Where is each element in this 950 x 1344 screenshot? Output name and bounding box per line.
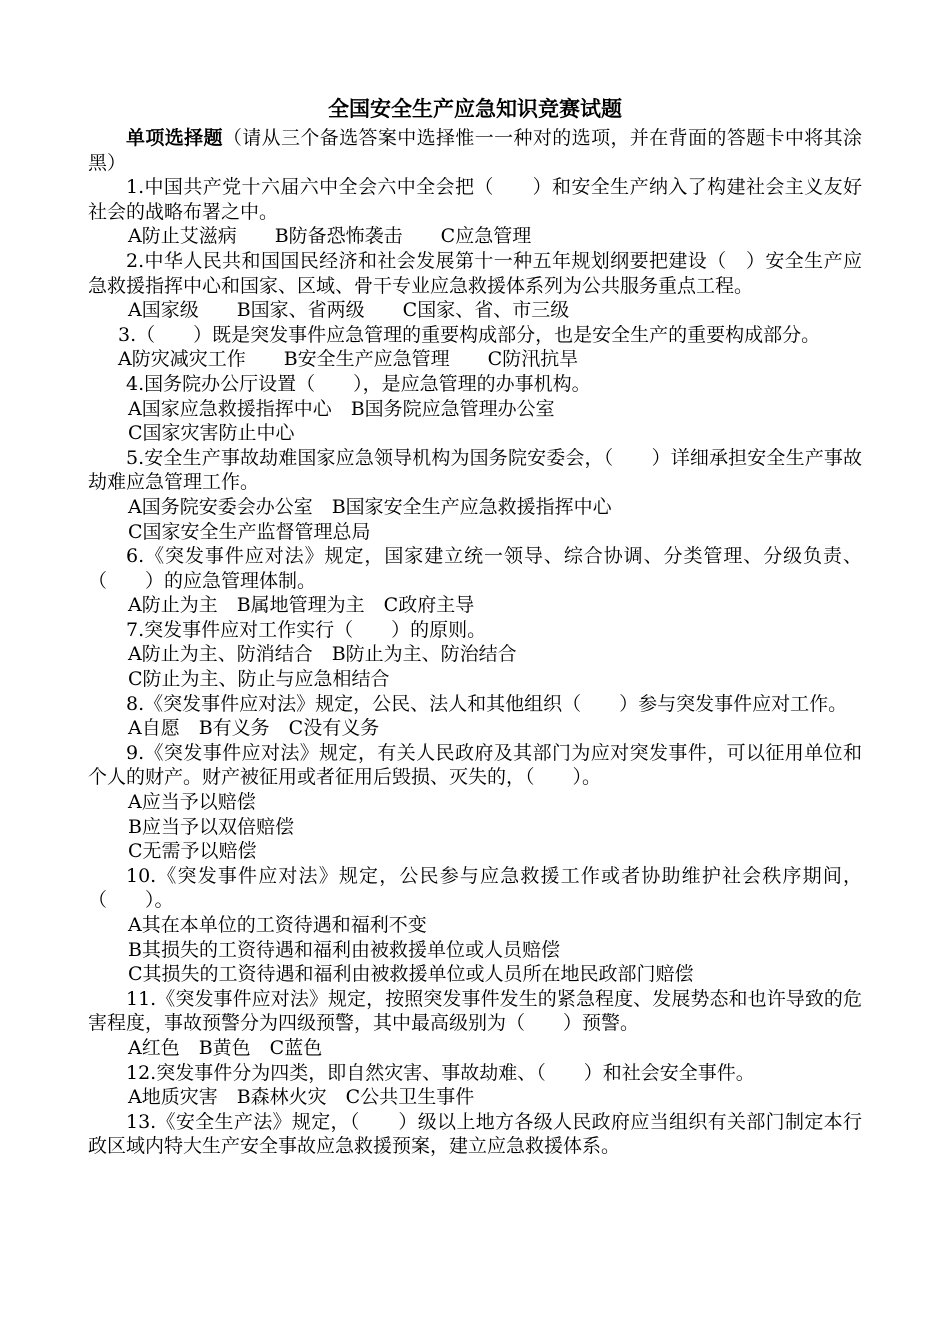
answer-options: C其损失的工资待遇和福利由被救援单位或人员所在地民政部门赔偿 <box>128 963 694 986</box>
question-text: 9.《突发事件应对法》规定，有关人民政府及其部门为应对突发事件，可以征用单位和个人的财产。财产被征用或者征用后毁损、灭失的，（ ）。 <box>88 741 862 789</box>
section-label: 单项选择题 <box>126 127 223 149</box>
answer-options: A红色 B黄色 C蓝色 <box>128 1036 323 1059</box>
answer-options: A防止为主 B属地管理为主 C政府主导 <box>128 594 475 617</box>
answer-options: C无需予以赔偿 <box>128 840 257 863</box>
answer-options: A地质灾害 B森林火灾 C公共卫生事件 <box>128 1086 475 1109</box>
question-text: 7.突发事件应对工作实行（ ）的原则。 <box>126 618 487 641</box>
answer-options: A自愿 B有义务 C没有义务 <box>128 717 380 740</box>
question-text: 10.《突发事件应对法》规定，公民参与应急救援工作或者协助维护社会秩序期间，（ ）。 <box>88 864 862 912</box>
question-text: 3.（ ）既是突发事件应急管理的重要构成部分，也是安全生产的重要构成部分。 <box>118 323 821 346</box>
question-list <box>88 175 862 1159</box>
answer-options: A国务院安委会办公室 B国家安全生产应急救援指挥中心 <box>128 495 612 518</box>
question-text: 1.中国共产党十六届六中全会六中全会把（ ）和安全生产纳入了构建社会主义友好社会的战略布署之中。 <box>88 176 862 223</box>
section-note: （请从三个备选答案中选择惟一一种对的选项，并在背面的答题卡中将其涂黑） <box>88 127 862 174</box>
answer-options: A防止艾滋病 B防备恐怖袭击 C应急管理 <box>128 225 532 248</box>
answer-options: B应当予以双倍赔偿 <box>128 815 294 838</box>
answer-options: A防灾减灾工作 B安全生产应急管理 C防汛抗旱 <box>118 348 579 371</box>
answer-options: C防止为主、防止与应急相结合 <box>128 668 390 691</box>
answer-options: B其损失的工资待遇和福利由被救援单位或人员赔偿 <box>128 938 560 961</box>
answer-options: A防止为主、防消结合 B防止为主、防治结合 <box>128 643 517 666</box>
answer-options: C国家安全生产监督管理总局 <box>128 520 371 543</box>
question-text: 11.《突发事件应对法》规定，按照突发事件发生的紧急程度、发展势态和也许导致的危害程度，事故预警分为四级预警，其中最高级别为（ ）预警。 <box>88 987 862 1035</box>
question-text: 12.突发事件分为四类，即自然灾害、事故劫难、（ ）和社会安全事件。 <box>126 1061 755 1084</box>
answer-options: A国家应急救援指挥中心 B国务院应急管理办公室 <box>128 397 555 420</box>
answer-options: C国家灾害防止中心 <box>128 422 295 445</box>
answer-options: A应当予以赔偿 <box>128 791 256 814</box>
question-text: 13.《安全生产法》规定，（ ）级以上地方各级人民政府应当组织有关部门制定本行政区域内特大生产安全事故应急救援预案，建立应急救援体系。 <box>88 1110 862 1158</box>
document-title: 全国安全生产应急知识竞赛试题 <box>328 97 622 121</box>
question-text: 4.国务院办公厅设置（ ），是应急管理的办事机构。 <box>126 372 591 395</box>
question-text: 8.《突发事件应对法》规定，公民、法人和其他组织（ ）参与突发事件应对工作。 <box>126 692 848 715</box>
answer-options: A国家级 B国家、省两级 C国家、省、市三级 <box>128 299 570 322</box>
question-text: 5.安全生产事故劫难国家应急领导机构为国务院安委会，（ ）详细承担安全生产事故劫难应急管理工作。 <box>88 446 862 494</box>
section-intro <box>88 126 862 175</box>
answer-options: A其在本单位的工资待遇和福利不变 <box>128 914 427 936</box>
question-text: 6.《突发事件应对法》规定，国家建立统一领导、综合协调、分类管理、分级负责、（ ）的应急管理体制。 <box>88 545 862 592</box>
document-page <box>88 92 862 1159</box>
question-text: 2.中华人民共和国国民经济和社会发展第十一种五年规划纲要把建设（ ）安全生产应急救援指挥中心和国家、区域、骨干专业应急救援体系列为公共服务重点工程。 <box>88 249 862 297</box>
